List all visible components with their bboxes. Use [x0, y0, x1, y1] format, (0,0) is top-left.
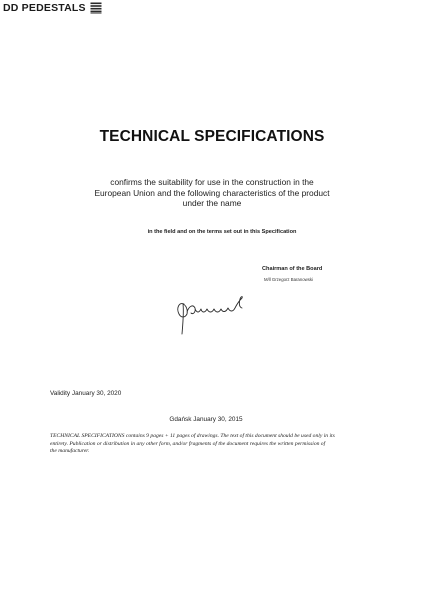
intro-line: confirms the suitability for use in the construction in the — [110, 177, 314, 187]
document-title: TECHNICAL SPECIFICATIONS — [99, 128, 325, 145]
brand-name: DD PEDESTALS — [3, 1, 86, 14]
footnote-line: entirety. Publication or distribution in any other form, and/or fragments of the document requires the written permission of — [50, 440, 326, 447]
intro-line: European Union and the following characteristics of the product — [94, 187, 330, 198]
footnote — [50, 433, 386, 456]
handwritten-signature — [170, 290, 262, 350]
validity-date: Validity January 30, 2020 — [50, 390, 122, 397]
intro-line: under the name — [182, 198, 242, 209]
chairman-name: M/ll Grzegorz Baranowski — [264, 277, 313, 282]
footnote-line: TECHNICAL SPECIFICATIONS contains 9 pages + 11 pages of drawings. The text of this document should be used only in its — [50, 433, 335, 439]
footnote-line: the manufacturer. — [50, 448, 90, 455]
stacked-bars-logo-icon — [90, 2, 102, 14]
intro-paragraph — [0, 177, 424, 209]
field-statement: in the field and on the terms set out in this Specification — [147, 229, 297, 235]
brand-header — [3, 2, 102, 14]
place-and-date: Gdańsk January 30, 2015 — [169, 416, 243, 423]
chairman-title: Chairman of the Board — [262, 266, 323, 272]
